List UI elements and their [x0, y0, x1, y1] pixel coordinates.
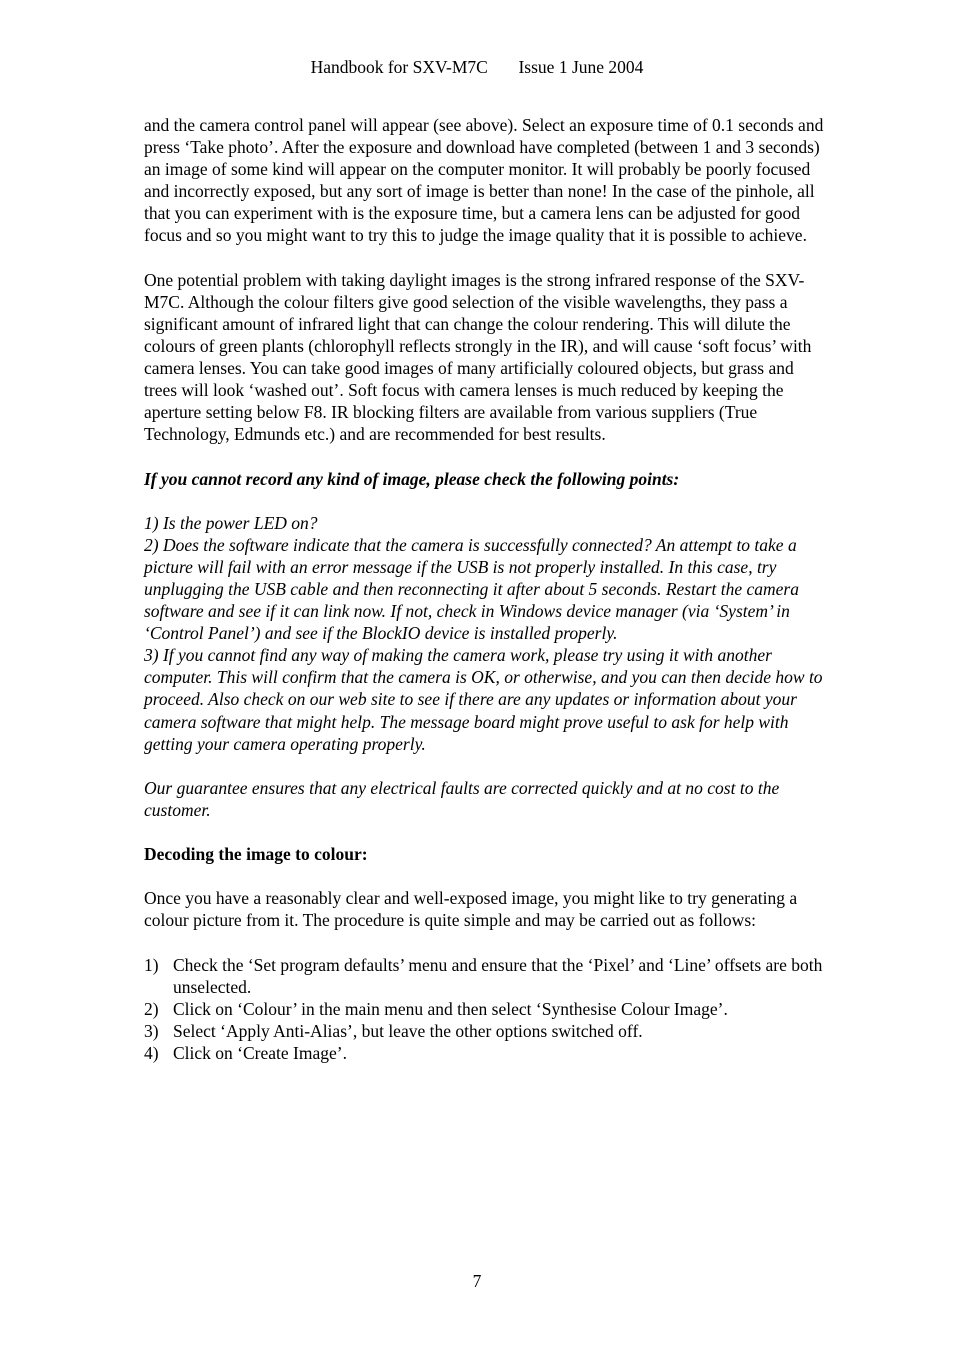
troubleshoot-heading: If you cannot record any kind of image, please check the following points: — [144, 468, 680, 489]
step-number: 2) — [144, 998, 159, 1019]
paragraph-exposure: and the camera control panel will appear (see above). Select an exposure time of 0.1 seconds and press ‘Take photo’. After the exposure and download have completed (between 1 and 3 seconds) an image of some kind will appear on the computer monitor. It will probably be poorly focused and incorrectly exposed, but any sort of image is better than none! In the case of the pinhole, all that you can experiment with is the exposure time, but a camera lens can be adjusted for good focus and so you might want to try this to judge the image quality that it is possible to achieve. — [144, 115, 824, 246]
step-text: Select ‘Apply Anti-Alias’, but leave the other options switched off. — [173, 1020, 643, 1041]
guarantee-paragraph: Our guarantee ensures that any electrical faults are corrected quickly and at no cost to the customer. — [144, 777, 780, 820]
troubleshoot-item-3: 3) If you cannot find any way of making the camera work, please try using it with another computer. This will confirm that the camera is OK, or otherwise, and you can then decide how to proceed. Also check on our web site to see if there are any updates or information about your camera software that might help. The message board might prove useful to ask for help with getting your camera operating properly. — [144, 645, 823, 754]
decoding-intro: Once you have a reasonably clear and well-exposed image, you might like to try generating a colour picture from it. The procedure is quite simple and may be carried out as follows: — [144, 888, 798, 931]
decoding-steps — [144, 954, 824, 1064]
step-number: 4) — [144, 1042, 159, 1063]
decoding-step — [144, 1042, 824, 1064]
page-header — [0, 56, 954, 78]
step-text: Click on ‘Colour’ in the main menu and then select ‘Synthesise Colour Image’. — [173, 998, 728, 1019]
decoding-step — [144, 954, 824, 998]
section-heading-decoding: Decoding the image to colour: — [144, 844, 368, 865]
header-title: Handbook for SXV-M7C — [310, 57, 488, 77]
body-text — [144, 114, 824, 1064]
troubleshoot-item-2: 2) Does the software indicate that the camera is successfully connected? An attempt to take a picture will fail with an error message if the USB is not properly installed. In this case, try unplugging the USB cable and then reconnecting it after about 5 seconds. Restart the camera software and see if it can link now. If not, check in Windows device manager (via ‘System’ in ‘Control Panel’) and see if the BlockIO device is installed properly. — [144, 534, 799, 644]
header-issue: Issue 1 June 2004 — [518, 57, 644, 77]
decoding-step — [144, 998, 824, 1020]
paragraph-infrared: One potential problem with taking daylight images is the strong infrared response of the SXV-M7C. Although the colour filters give good selection of the visible wavelengths, they pass a significant amount of infrared light that can change the colour rendering. This will dilute the colours of green plants (chlorophyll reflects strongly in the IR), and will cause ‘soft focus’ with camera lenses. You can take good images of many artificially coloured objects, but grass and trees will look ‘washed out’. Soft focus with camera lenses is much reduced by keeping the aperture setting below F8. IR blocking filters are available from various suppliers (True Technology, Edmunds etc.) and are recommended for best results. — [144, 269, 812, 445]
decoding-step — [144, 1020, 824, 1042]
step-text: Click on ‘Create Image’. — [173, 1042, 347, 1063]
troubleshoot-list — [144, 512, 824, 755]
page-number: 7 — [472, 1271, 482, 1291]
step-number: 1) — [144, 954, 159, 975]
step-text: Check the ‘Set program defaults’ menu and ensure that the ‘Pixel’ and ‘Line’ offsets are both unselected. — [173, 954, 823, 997]
troubleshoot-item-1: 1) Is the power LED on? — [144, 512, 318, 533]
step-number: 3) — [144, 1020, 159, 1041]
